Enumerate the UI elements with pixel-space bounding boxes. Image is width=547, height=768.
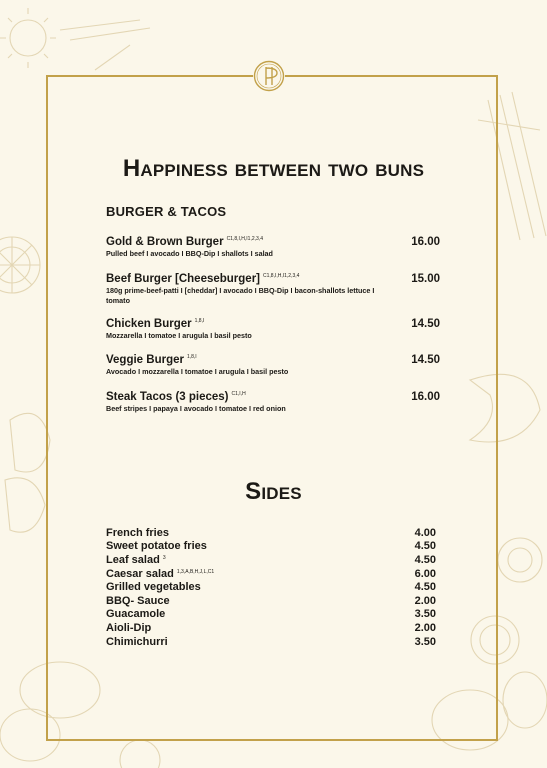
item-name: Gold & Brown Burger $^{C1,8,I,H,I1,2,3,4}$ [106,236,263,248]
item-description: 180g prime-beef-patti I [cheddar] I avocado I BBQ-Dip I bacon-shallots lettuce I tomato [106,286,375,305]
side-item: Caesar salad $^{1,3,A,B,H,J,L,C1}$ 6.00 [106,567,436,580]
item-description: Mozzarella I tomatoe I arugula I basil pesto [106,331,252,340]
allergen-codes: C1,8,I,H,I1,2,3,4 [263,273,300,279]
menu-item [106,391,440,414]
item-name: Chicken Burger $^{1,8,I}$ [106,318,205,330]
side-price: 4.00 [414,526,436,539]
main-heading: Happiness between two buns [122,155,425,182]
side-price: 2.00 [414,621,436,634]
section-title-burger-tacos: BURGER & TACOS [106,204,227,219]
item-price: 16.00 [411,236,440,248]
item-description: Pulled beef I avocado I BBQ-Dip I shallots I salad [106,249,273,258]
side-price: 4.50 [414,553,436,566]
item-price: 14.50 [411,354,440,366]
side-item: Chimichurri 3.50 [106,635,436,648]
side-item: Sweet potatoe fries 4.50 [106,540,436,553]
allergen-codes: 3 [162,554,166,561]
monogram-logo-icon [253,60,285,92]
menu-item [106,318,440,341]
sides-heading: Sides [245,478,302,505]
side-item: Grilled vegetables 4.50 [106,581,436,594]
side-item: French fries 4.00 [106,526,436,539]
side-price: 3.50 [414,635,436,648]
item-price: 15.00 [411,273,440,285]
allergen-codes: 1,8,I [194,318,205,324]
allergen-codes: C1,I,H [231,391,246,397]
allergen-codes: 1,8,I [186,354,197,360]
allergen-codes: C1,8,I,H,I1,2,3,4 [226,236,263,242]
side-item: BBQ- Sauce 2.00 [106,594,436,607]
side-price: 6.00 [414,567,436,580]
menu-item [106,236,440,259]
menu-item [106,273,440,306]
item-description: Avocado I mozzarella I tomatoe I arugula I basil pesto [106,367,289,376]
menu-item [106,354,440,377]
side-price: 4.50 [414,540,436,553]
side-item: Leaf salad $^3$ 4.50 [106,553,436,566]
side-price: 2.00 [414,594,436,607]
item-name: Veggie Burger $^{1,8,I}$ [106,354,197,366]
item-price: 14.50 [411,318,440,330]
sides-list [106,526,436,648]
side-item: Aioli-Dip 2.00 [106,621,436,634]
side-price: 3.50 [414,608,436,621]
item-price: 16.00 [411,391,440,403]
allergen-codes: 1,3,A,B,H,J,L,C1 [176,568,215,575]
side-price: 4.50 [414,581,436,594]
item-description: Beef stripes I papaya I avocado I tomatoe I red onion [106,404,286,413]
item-name: Beef Burger [Cheeseburger] $^{C1,8,I,H,I1,2,3,4}$ [106,273,300,285]
item-name: Steak Tacos (3 pieces) $^{C1,I,H}$ [106,391,246,403]
side-item: Guacamole 3.50 [106,608,436,621]
